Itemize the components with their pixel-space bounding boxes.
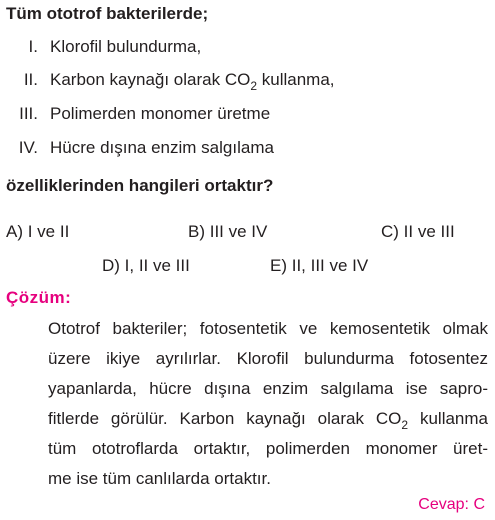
choice-d[interactable]: D) I, II ve III [102,256,190,275]
solution-heading: Çözüm: [6,288,72,307]
statement-numeral: IV. [18,138,38,157]
statement-numeral: II. [23,70,38,89]
question-prompt: özelliklerinden hangileri ortaktır? [6,176,274,195]
solution-line: fitlerde görülür. Karbon kaynağı olarak $CO_2$ kullanma [48,409,488,432]
solution-line: üzere ikiye ayrılırlar. Klorofil bulundurma fotosentez [48,349,488,368]
solution-line: Ototrof bakteriler; fotosentetik ve kemosentetik olmak [48,319,488,338]
statement-text: Karbon kaynağı olarak $CO_2$ kullanma, [50,70,335,93]
statement-text: Hücre dışına enzim salgılama [50,138,274,157]
choice-e[interactable]: E) II, III ve IV [270,256,369,275]
answer-label: Cevap: C [418,496,485,513]
solution-line: tüm ototroflarda ortaktır, polimerden monomer üret- [48,439,488,458]
statement-text: Polimerden monomer üretme [50,104,271,123]
solution-line: yapanlarda, hücre dışına enzim salgılama ise sapro- [48,379,488,398]
statement-numeral: III. [19,104,38,123]
question-stem: Tüm ototrof bakterilerde; [6,4,209,23]
choice-a[interactable]: A) I ve II [6,222,70,241]
statement-text: Klorofil bulundurma, [50,37,202,56]
choice-c[interactable]: C) II ve III [381,222,455,241]
statement-numeral: I. [28,37,38,56]
choice-b[interactable]: B) III ve IV [188,222,268,241]
solution-line: me ise tüm canlılarda ortaktır. [48,469,271,488]
solution-text [48,314,488,494]
